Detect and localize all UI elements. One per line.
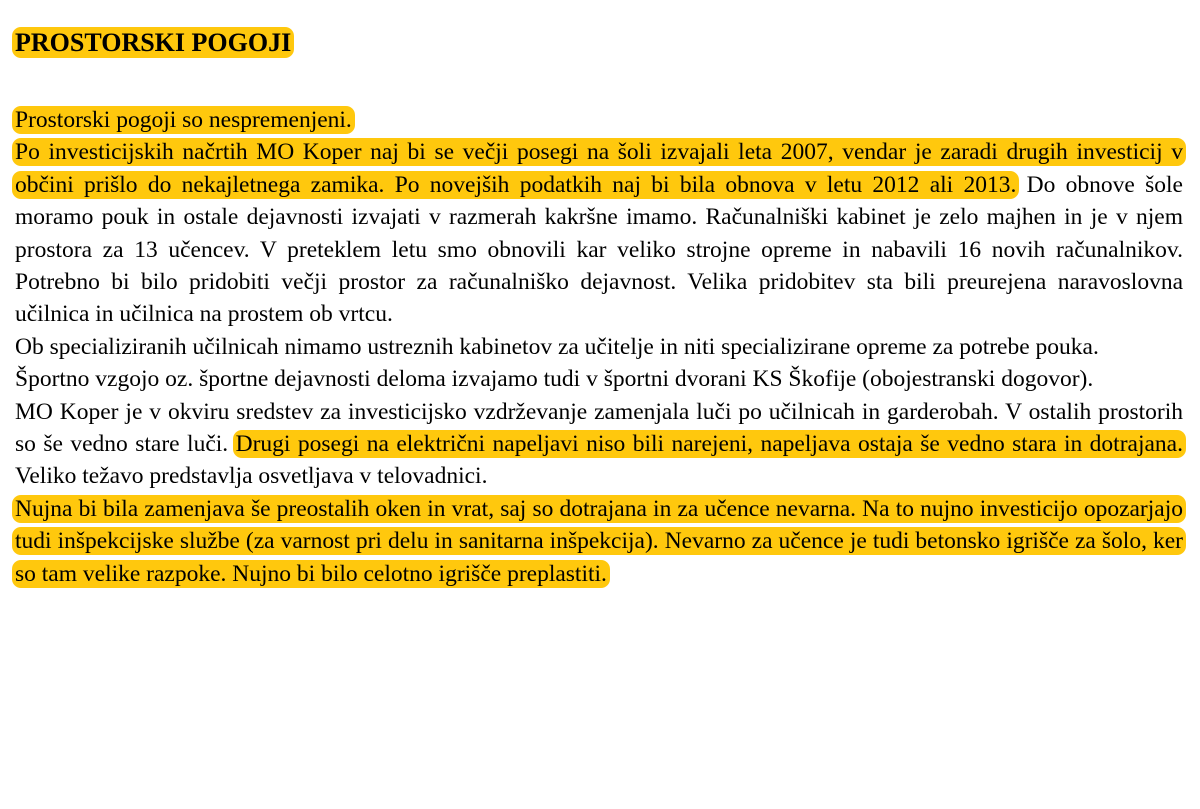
title-highlight: PROSTORSKI POGOJI [12,27,294,58]
paragraph-5-highlight: Drugi posegi na električni napeljavi niso bili narejeni, napeljava ostaja še vedno stara in dotrajana. [233,430,1186,458]
paragraph-1 [15,104,1183,136]
paragraph-5-text-after: Veliko težavo predstavlja osvetljava v telovadnici. [15,463,488,490]
paragraph-5-text-before: MO Koper je v okviru sredstev za investicijsko vzdrževanje zamenjala luči po učilnicah in garderobah. V ostalih prostorih so še vedno stare luči. [15,398,1183,458]
paragraph-2-text: Do obnove šole moramo pouk in ostale dejavnosti izvajati v razmerah kakršne imamo. Računalniški kabinet je zelo majhen in je v njem prostora za 13 učencev. V preteklem letu smo obnovili kar veliko strojne opreme in nabavili 16 novih računalnikov. Potrebno bi bilo pridobiti večji prostor za računalniško dejavnost. Velika pridobitev sta bili preurejena naravoslovna učilnica in učilnica na prostem ob vrtcu. [15,171,1183,328]
document-page [15,26,1183,590]
paragraph-4: Športno vzgojo oz. športne dejavnosti deloma izvajamo tudi v športni dvorani KS Škofije (obojestranski dogovor). [15,366,1094,393]
paragraph-2-highlight: Po investicijskih načrtih MO Koper naj bi se večji posegi na šoli izvajali leta 2007, vendar je zaradi drugih investicij v občini prišlo do nekajletnega zamika. Po novejših podatkih naj bi bila obnova v letu 2012 ali 2013. [12,138,1186,198]
paragraph-5 [15,396,1183,493]
paragraph-3: Ob specializiranih učilnicah nimamo ustreznih kabinetov za učitelje in niti specializirane opreme za potrebe pouka. [15,333,1099,360]
section-title [15,26,1183,60]
paragraph-2 [15,136,1183,330]
paragraph-1-highlight: Prostorski pogoji so nespremenjeni. [12,106,355,134]
paragraph-6-highlight: Nujna bi bila zamenjava še preostalih oken in vrat, saj so dotrajana in za učence nevarna. Na to nujno investicijo opozarjajo tudi inšpekcijske službe (za varnost pri delu in sanitarna inšpekcija). Nevarno za učence je tudi betonsko igrišče za šolo, ker so tam velike razpoke. Nujno bi bilo celotno igrišče preplastiti. [12,495,1186,588]
paragraph-6 [15,493,1183,590]
